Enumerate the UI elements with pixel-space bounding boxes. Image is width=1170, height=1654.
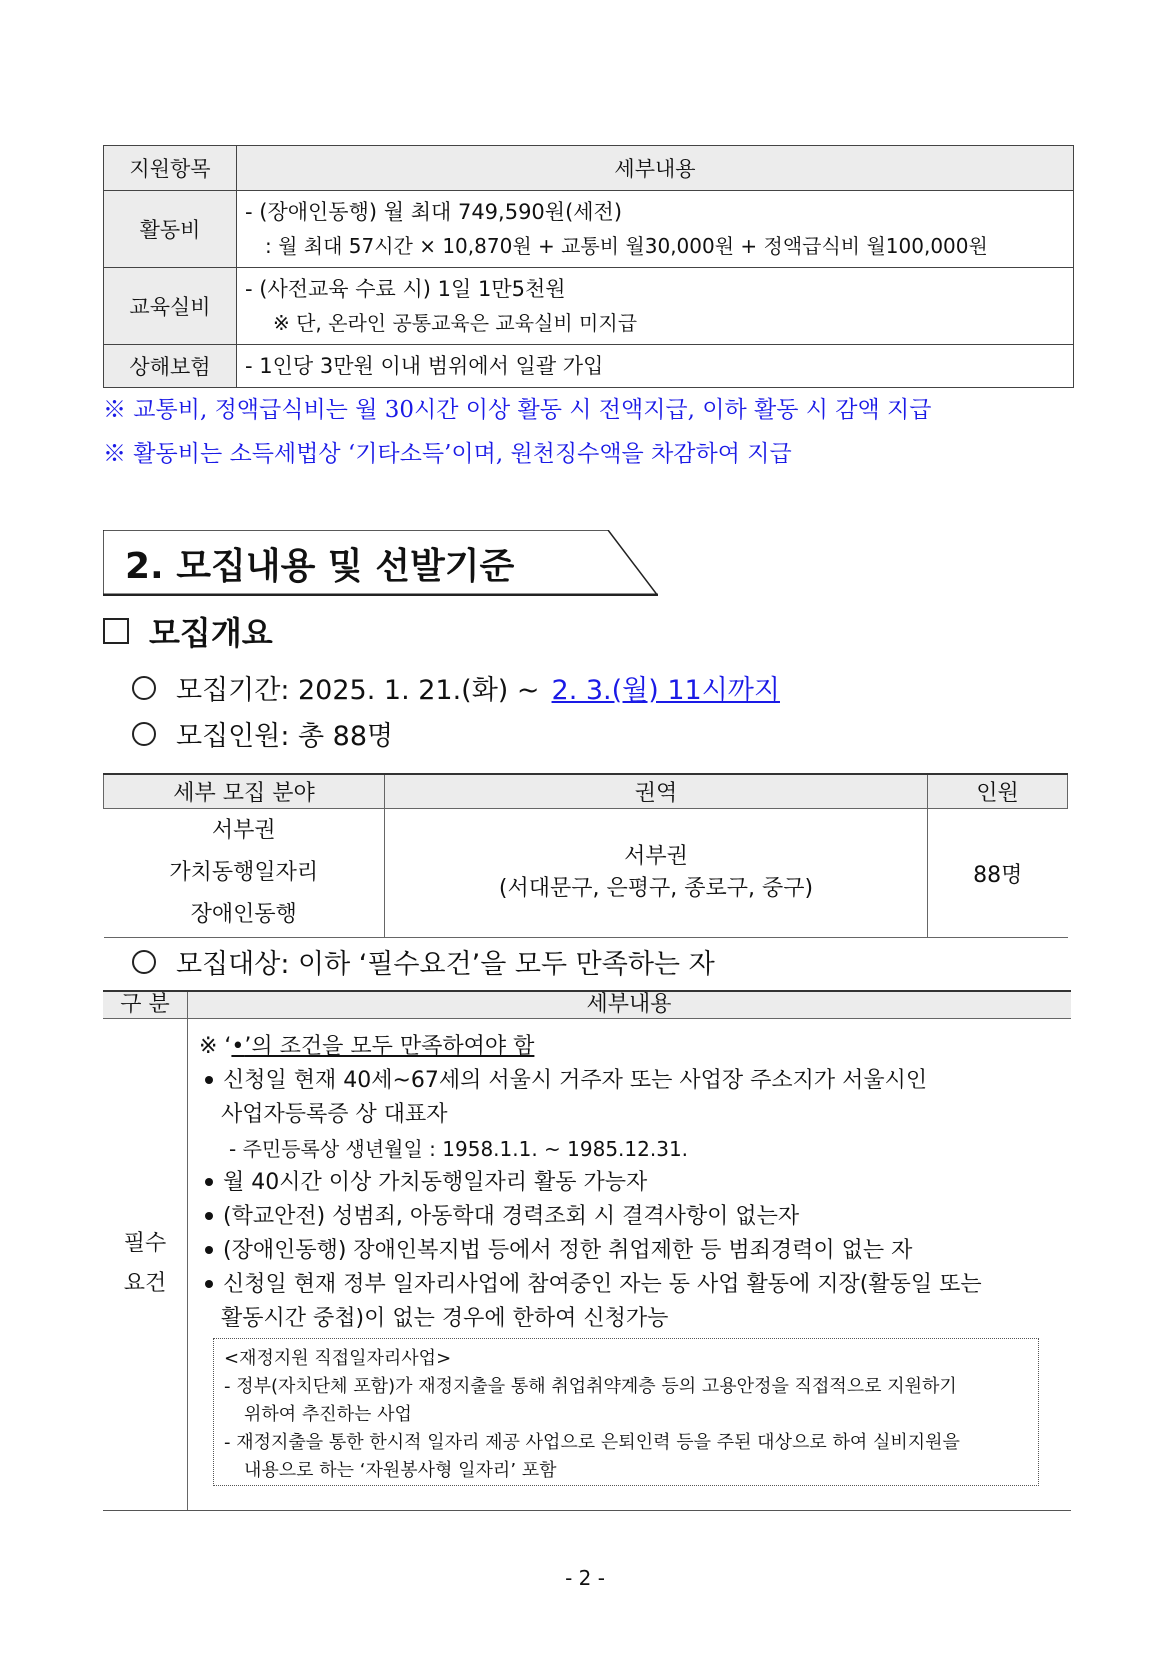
support-table-header-detail: 세부내용	[237, 146, 1074, 191]
note-line: ※ 교통비, 정액급식비는 월 30시간 이상 활동 시 전액지급, 이하 활동 시 감액 지급	[103, 397, 932, 423]
row-detail-line: - (장애인동행) 월 최대 749,590원(세전)	[245, 200, 623, 224]
recruit-header-region: 권역	[385, 774, 928, 809]
circle-bullet-icon	[132, 950, 156, 974]
list-item-continuation: 활동시간 중첩)이 없는 경우에 한하여 신청가능	[221, 1306, 669, 1331]
requirements-label: 필수 요건	[123, 1231, 167, 1296]
info-box-line: 위하여 추진하는 사업	[244, 1404, 412, 1425]
row-label-education: 교육실비	[104, 268, 237, 345]
period-label: 모집기간: 2025. 1. 21.(화) ~	[176, 675, 540, 706]
table-row	[104, 191, 1074, 268]
list-item: 신청일 현재 40세~67세의 서울시 거주자 또는 사업장 주소지가 서울시인	[199, 1064, 1065, 1098]
target-line	[132, 942, 715, 981]
requirements-header-detail: 세부내용	[586, 992, 672, 1017]
info-box-title: <재정지원 직접일자리사업>	[224, 1348, 452, 1369]
info-box-line: - 재정지출을 통한 한시적 일자리 제공 사업으로 은퇴인력 등을 주된 대상으로 하여 실비지원을	[224, 1432, 960, 1453]
list-item: 신청일 현재 정부 일자리사업에 참여중인 자는 동 사업 활동에 지장(활동일 또는	[199, 1268, 1065, 1302]
bullet-dot-icon	[205, 1280, 213, 1288]
circle-bullet-icon	[132, 722, 156, 746]
recruit-header-count: 인원	[928, 774, 1068, 809]
count-cell: 88명	[928, 809, 1068, 938]
headcount-line	[132, 714, 393, 753]
row-label-activity: 활동비	[104, 191, 237, 268]
bullet-dot-icon	[205, 1076, 213, 1084]
period-end: 2. 3.(월) 11시까지	[551, 675, 780, 706]
row-detail-line: : 월 최대 57시간 × 10,870원 + 교통비 월30,000원 + 정액급식비 월100,000원	[265, 234, 988, 258]
column-divider	[187, 1018, 188, 1510]
row-label-insurance: 상해보험	[104, 345, 237, 388]
requirements-header-category: 구 분	[103, 992, 188, 1018]
info-box-line: - 정부(자치단체 포함)가 재정지출을 통해 취업취약계층 등의 고용안정을 직접적으로 지원하기	[224, 1376, 957, 1397]
support-table-header-item: 지원항목	[104, 146, 237, 191]
row-detail-line: - 1인당 3만원 이내 범위에서 일괄 가입	[245, 354, 604, 378]
bullet-dot-icon	[205, 1212, 213, 1220]
table-row	[104, 809, 1068, 938]
subsection-title: 모집개요	[149, 614, 273, 652]
square-icon	[103, 618, 129, 644]
support-table	[103, 145, 1074, 388]
page-number: - 2 -	[565, 1566, 605, 1590]
field-line: 장애인동행	[190, 902, 297, 927]
region-line: 서부권	[624, 844, 688, 869]
condition-note: ※ ‘•’의 조건을 모두 만족하여야 함	[199, 1034, 535, 1059]
table-row	[104, 345, 1074, 388]
target-text: 모집대상: 이하 ‘필수요건’을 모두 만족하는 자	[176, 949, 715, 980]
list-item: (장애인동행) 장애인복지법 등에서 정한 취업제한 등 범죄경력이 없는 자	[199, 1234, 1065, 1268]
field-line: 가치동행일자리	[169, 860, 319, 885]
period-line	[132, 668, 780, 707]
note-line: ※ 활동비는 소득세법상 ‘기타소득’이며, 원천징수액을 차감하여 지급	[103, 441, 792, 467]
headcount-text: 모집인원: 총 88명	[176, 721, 394, 752]
section-title: 2. 모집내용 및 선발기준	[125, 546, 515, 587]
bullet-dot-icon	[205, 1178, 213, 1186]
list-item: (학교안전) 성범죄, 아동학대 경력조회 시 결격사항이 없는자	[199, 1200, 1065, 1234]
list-item: 월 40시간 이상 가치동행일자리 활동 가능자	[199, 1166, 1065, 1200]
recruit-header-field: 세부 모집 분야	[104, 774, 385, 809]
field-line: 서부권	[211, 818, 276, 843]
bullet-dot-icon	[205, 1246, 213, 1254]
requirements-table	[103, 990, 1071, 1511]
row-detail-line: - (사전교육 수료 시) 1일 1만5천원	[245, 277, 566, 301]
info-box-line: 내용으로 하는 ‘자원봉사형 일자리’ 포함	[244, 1460, 557, 1481]
list-item-sub: - 주민등록상 생년월일 : 1958.1.1. ~ 1985.12.31.	[229, 1137, 689, 1161]
requirements-body	[199, 1030, 1065, 1336]
circle-bullet-icon	[132, 676, 156, 700]
notes	[103, 388, 1083, 476]
region-line: (서대문구, 은평구, 종로구, 중구)	[498, 876, 814, 901]
section-heading	[103, 530, 658, 596]
info-box	[213, 1338, 1039, 1486]
list-item-continuation: 사업자등록증 상 대표자	[221, 1102, 448, 1127]
subsection-heading	[103, 608, 273, 654]
recruit-table	[103, 773, 1068, 938]
row-detail-line: ※ 단, 온라인 공통교육은 교육실비 미지급	[273, 311, 638, 335]
table-row	[104, 268, 1074, 345]
